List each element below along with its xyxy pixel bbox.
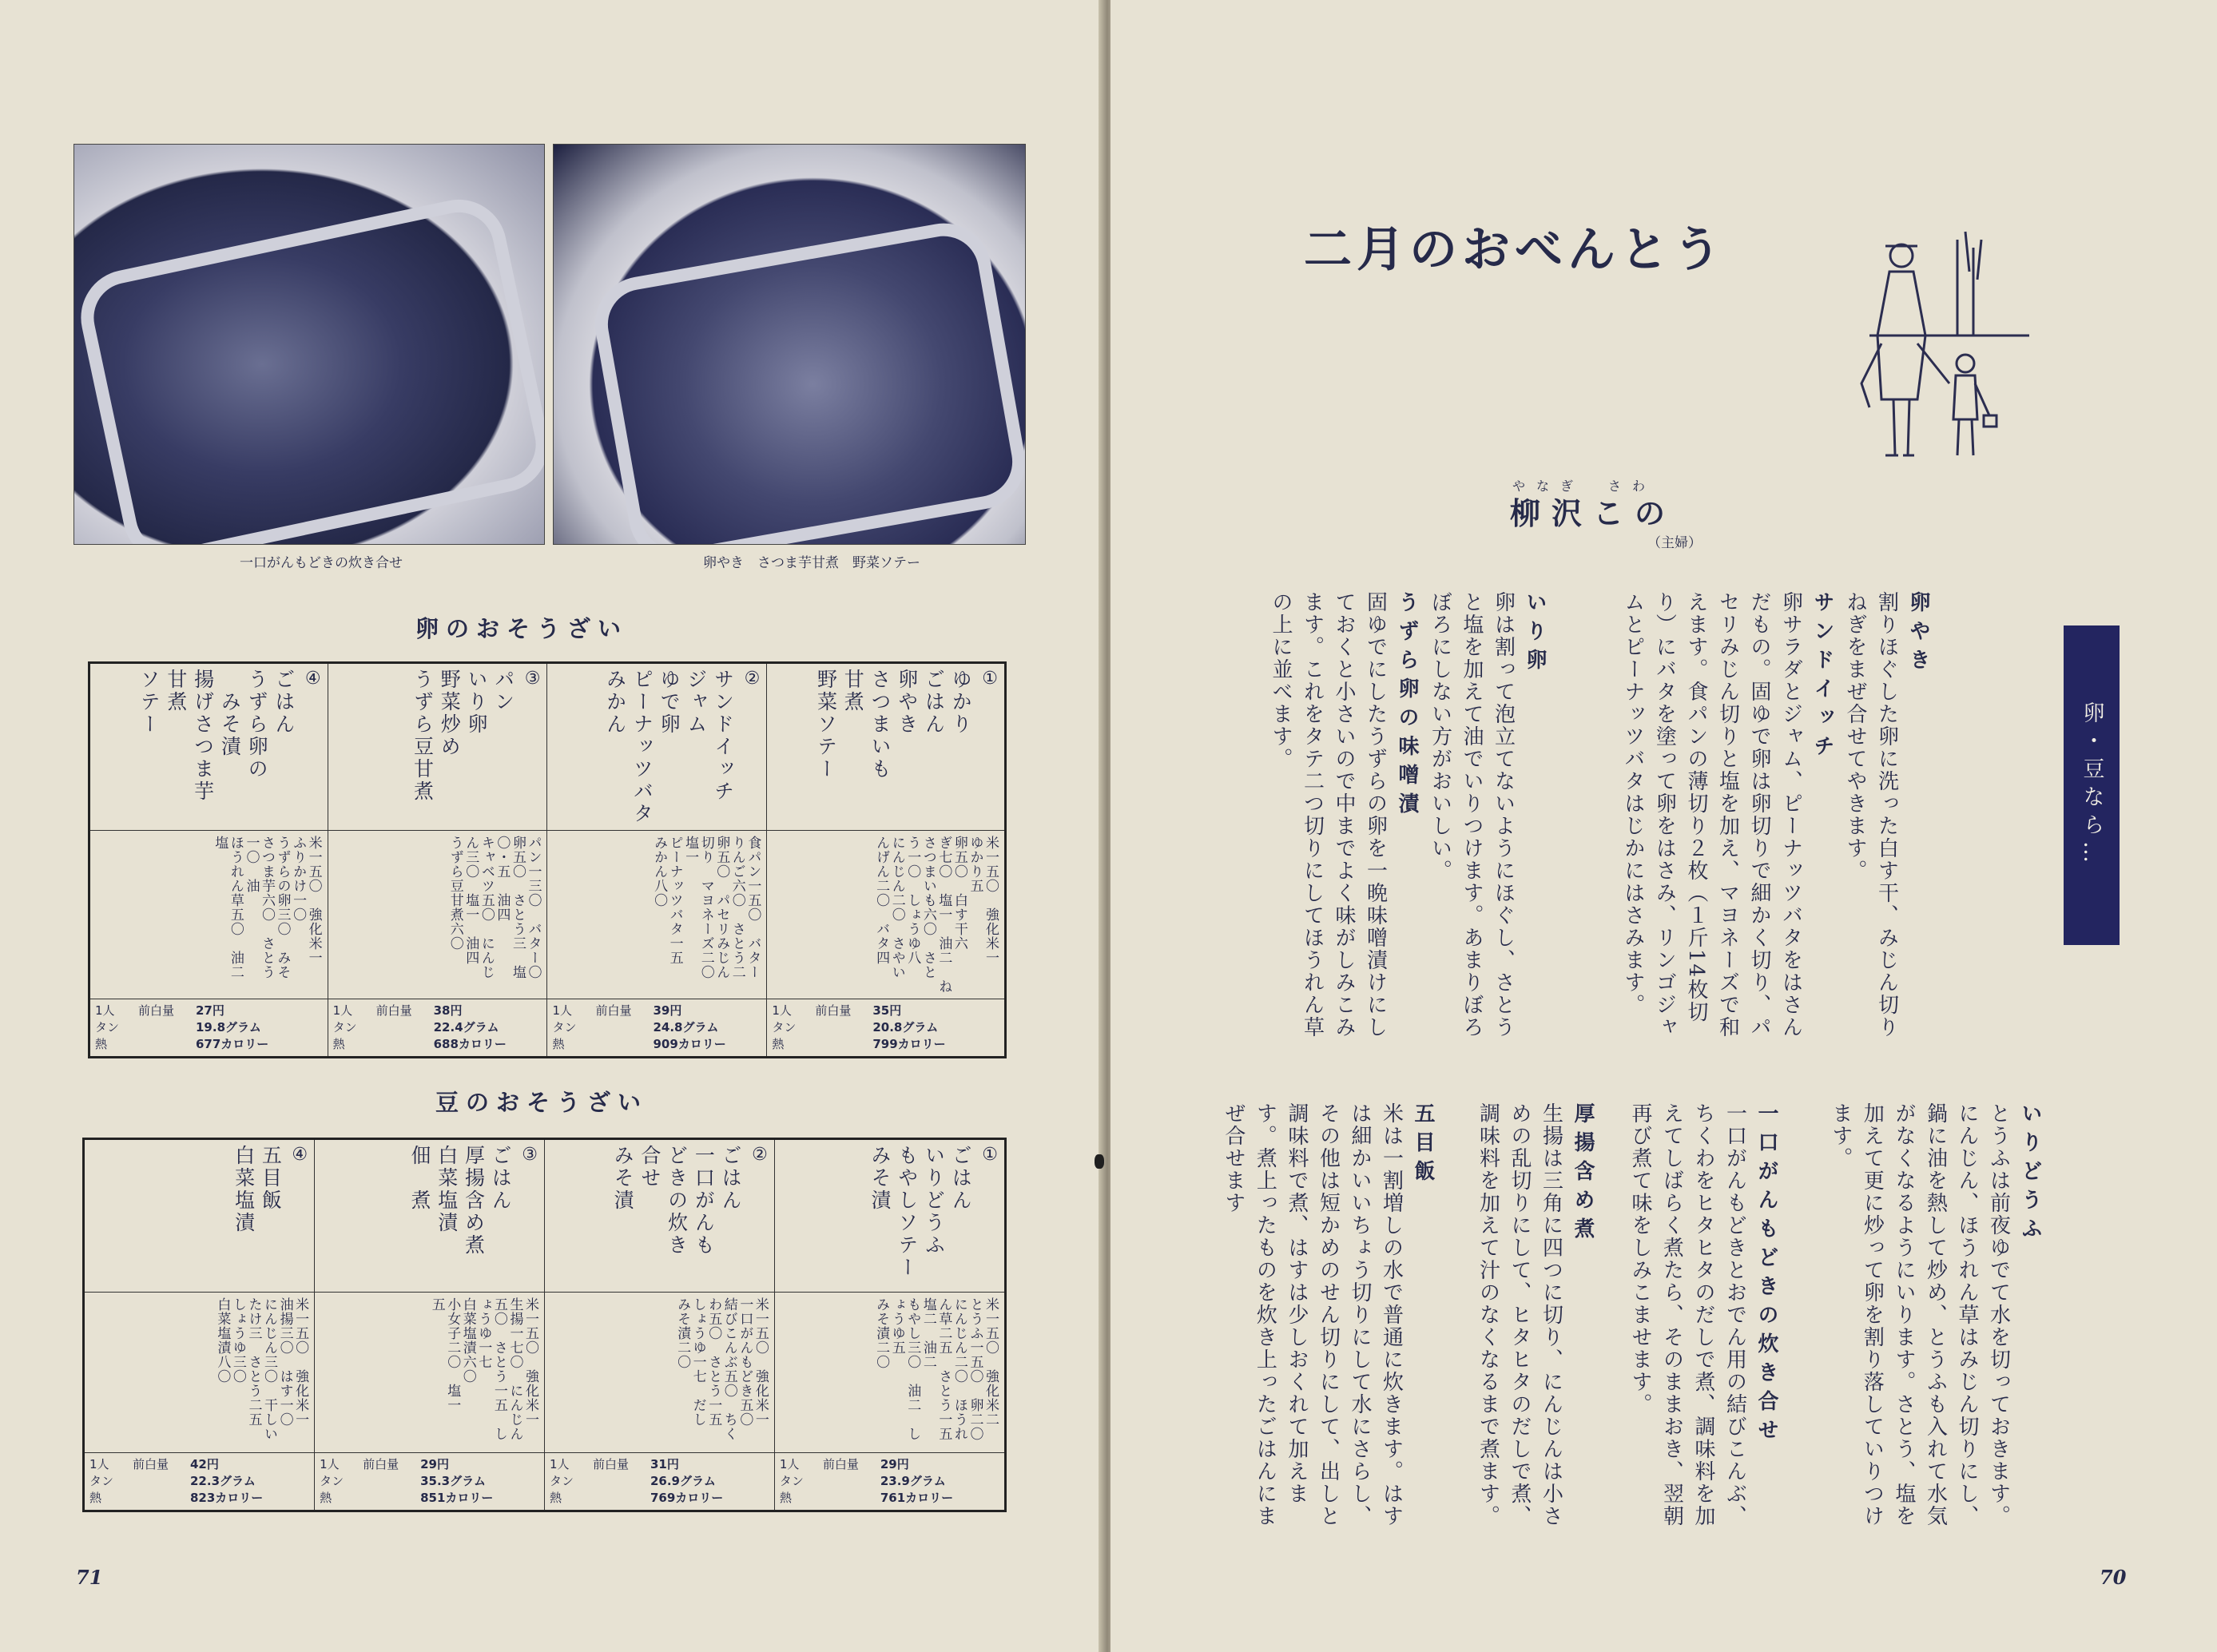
ingredient-list: [873, 1297, 998, 1447]
cost-label: タン: [549, 1474, 574, 1488]
cost-cell: [774, 1453, 1005, 1511]
dish: 佃 煮: [408, 1145, 431, 1212]
ingredient-cell: [774, 1293, 1005, 1453]
section-heading: 一口がんもどきの炊き合せ: [1754, 1102, 1778, 1447]
ingredient: 小女子二〇 塩一: [444, 1297, 461, 1412]
ingredient-list: [873, 836, 998, 994]
cost-value: 27円: [196, 1003, 224, 1018]
cost-label: タン: [552, 1020, 577, 1034]
ingredient-list: [428, 1297, 538, 1447]
parent-child-illustration: [1838, 224, 2045, 479]
ingredient: さつまいも六〇 さと: [920, 836, 936, 979]
ingredient-row: [89, 831, 1006, 999]
ingredient: 食パン一五〇 バター: [745, 836, 761, 979]
protein-value: 26.9グラム: [650, 1474, 716, 1488]
calorie-value: 677カロリー: [196, 1037, 269, 1051]
dish: うずら豆甘煮: [411, 669, 435, 803]
dish: もやしソテー: [895, 1145, 919, 1279]
cost-cell: [544, 1453, 774, 1511]
dish: ごはん: [272, 669, 296, 736]
dish-list: [230, 1145, 284, 1287]
cost-label: 1人: [779, 1457, 800, 1471]
cost-cell: [547, 999, 767, 1058]
cost-label: タン: [772, 1020, 797, 1034]
ingredient: 塩: [212, 836, 228, 850]
dish: 合せ: [638, 1145, 662, 1189]
ingredient: 白菜塩漬六〇: [459, 1297, 476, 1384]
article-title: 二月のおべんとう: [1304, 222, 1726, 278]
cost-value: 38円: [433, 1003, 463, 1018]
cost-label: 1人: [549, 1457, 570, 1471]
ingredient: 一口がんもどき五〇: [737, 1297, 753, 1427]
dish: 卵やき: [895, 669, 919, 736]
ingredient: 卵五〇 パセリみじん: [713, 836, 730, 979]
article-section: [1616, 591, 1838, 1038]
cost-sub-label: 前白量: [133, 1457, 169, 1471]
cost-label: 1人: [552, 1003, 573, 1018]
cost-label: 熱: [549, 1491, 562, 1505]
dish: みそ漬: [611, 1145, 635, 1212]
cost-label: タン: [95, 1020, 120, 1034]
calorie-value: 799カロリー: [872, 1037, 946, 1051]
ingredient: 五: [428, 1297, 445, 1312]
ingredient: う一〇 しょうゆ八: [904, 836, 921, 965]
menu-number: ④: [304, 669, 321, 689]
dish: いり卵: [465, 669, 488, 736]
ingredient: 塩一: [682, 836, 699, 864]
dish: サンドイッチ: [711, 669, 735, 803]
ingredient: うずらの卵三〇 みそ: [274, 836, 291, 979]
ingredient: りんご六〇 さとう二: [729, 836, 745, 979]
menu-cell: [767, 663, 1006, 831]
calorie-value: 851カロリー: [420, 1491, 494, 1505]
ingredient: 米一五〇 強化米二: [983, 1297, 999, 1427]
ingredient: たけ三 さとう二五: [245, 1297, 262, 1427]
ingredient-list: [214, 1297, 308, 1447]
menu-number: ④: [292, 1145, 308, 1165]
section-heading: 厚揚含め煮: [1571, 1102, 1595, 1246]
dish: いりどうふ: [922, 1145, 946, 1257]
dish: 甘煮: [164, 669, 188, 713]
ingredient-cell: [328, 831, 547, 999]
ingredient: 米一五〇 強化米一: [522, 1297, 538, 1427]
cost-cell: [315, 1453, 545, 1511]
section-heading: 五目飯: [1411, 1102, 1435, 1189]
cost-label: タン: [320, 1474, 344, 1488]
menu-number: ①: [982, 1145, 998, 1165]
cost-sub-label: 前白量: [363, 1457, 399, 1471]
dish: パン: [491, 669, 515, 713]
dish: ごはん: [489, 1145, 513, 1212]
ingredient: 切り マヨネーズ二〇: [697, 836, 714, 979]
dish-list: [602, 669, 737, 825]
cost-sub-label: 前白量: [138, 1003, 175, 1018]
ingredient: 卵五〇 さとう三 塩: [509, 836, 526, 979]
dish-row: [84, 1139, 1006, 1293]
ingredient: ピーナッツバタ一五: [666, 836, 683, 965]
ingredient: ん草二五 さとう一五: [936, 1297, 952, 1441]
menu-cell: [315, 1139, 545, 1293]
section-text: 米は一割増しの水で普通に炊きます。はすは細かいいちょう切りにして水にさらし、その他は短かめのせん切りにして、出しと調味料で煮、はすは少しおくれて加えます。煮上ったものを炊き上ったごはんにまぜ合せます: [1221, 1102, 1404, 1527]
article-section: [1838, 591, 1933, 1038]
article-section: [1264, 591, 1422, 1038]
dish: ごはん: [719, 1145, 743, 1212]
bento-photo-2: [553, 144, 1026, 545]
bean-menu-table: [82, 1138, 1007, 1512]
ingredient: ん三〇 塩一 油四: [463, 836, 479, 965]
calorie-value: 769カロリー: [650, 1491, 724, 1505]
ingredient-list: [674, 1297, 768, 1447]
menu-number: ③: [522, 1145, 538, 1165]
cost-sub-label: 前白量: [815, 1003, 852, 1018]
cost-value: 29円: [880, 1457, 909, 1471]
ingredient: しょうゆ一七 だし: [689, 1297, 706, 1427]
dish: 厚揚含め煮: [462, 1145, 486, 1257]
cost-label: 熱: [95, 1037, 108, 1051]
ingredient: みかん八〇: [651, 836, 668, 907]
ingredient: 米一五〇 強化米一: [983, 836, 999, 965]
menu-cell: [547, 663, 767, 831]
egg-menu-table: [88, 661, 1007, 1058]
bean-section-title: 豆のおそうざい: [435, 1089, 649, 1116]
ingredient: 五〇 さとう一五 し: [491, 1297, 507, 1441]
cost-sub-label: 前白量: [375, 1003, 412, 1018]
section-text: 卵は割って泡立てないようにほぐし、さとうと塩を加えて油でいりつけます。あまりぼろぼろにしない方がおいしい。: [1428, 591, 1516, 1038]
article-section: [1424, 591, 1550, 1038]
cost-label: 1人: [772, 1003, 792, 1018]
article-body: [1190, 591, 2045, 1534]
ingredient: わ五〇 さとう一五: [705, 1297, 722, 1427]
cost-label: 1人: [332, 1003, 353, 1018]
cost-cell: [328, 999, 547, 1058]
section-heading: うずら卵の味噌漬: [1395, 591, 1419, 821]
ingredient: うずら豆甘煮六〇: [447, 836, 463, 951]
article-section: [1472, 1102, 1598, 1534]
ingredient: 白菜塩漬八〇: [214, 1297, 231, 1384]
ingredient: ょうゆ五: [888, 1297, 905, 1355]
protein-value: 24.8グラム: [653, 1020, 719, 1034]
page-number-left: 71: [76, 1566, 103, 1589]
ingredient-cell: [544, 1293, 774, 1453]
dish: 甘煮: [841, 669, 865, 713]
dish: 揚げさつま芋: [191, 669, 215, 803]
cost-value: 42円: [190, 1457, 219, 1471]
calorie-value: 823カロリー: [190, 1491, 264, 1505]
photo-caption-1: 一口がんもどきの炊き合せ: [240, 555, 403, 571]
ingredient: 結びこんぶ五〇 ちく: [721, 1297, 737, 1441]
ingredient: 一〇 油: [243, 836, 260, 893]
dish: ソテー: [137, 669, 161, 736]
ingredient-row: [84, 1293, 1006, 1453]
ingredient-cell: [547, 831, 767, 999]
cost-value: 35円: [872, 1003, 902, 1018]
ingredient: んげん二〇 バタ四: [873, 836, 890, 965]
menu-cell: [89, 663, 328, 831]
ingredient: 米一五〇 強化米一: [292, 1297, 309, 1427]
ingredient-list: [212, 836, 321, 994]
author-name: 柳沢この: [1510, 495, 1677, 531]
ingredient: 米一五〇 強化米一: [305, 836, 322, 965]
cost-value: 39円: [653, 1003, 682, 1018]
staple-hole: [1095, 1154, 1104, 1169]
section-text: 固ゆでにしたうずらの卵を一晩味噌漬けにしておくと小さいので中までよく味がしみこみます。これをタテ二つ切りにしてほうれん草の上に並べます。: [1268, 591, 1388, 1038]
protein-value: 22.4グラム: [433, 1020, 499, 1034]
dish: 白菜塩漬: [435, 1145, 459, 1234]
menu-number: ②: [744, 669, 761, 689]
dish: ジャム: [684, 669, 708, 736]
ingredient: 油揚三〇 はす一〇: [276, 1297, 293, 1427]
protein-value: 23.9グラム: [880, 1474, 946, 1488]
ingredient: ほうれん草五〇 油二: [227, 836, 244, 979]
dish-list: [813, 669, 975, 825]
dish: うずら卵の: [245, 669, 269, 780]
ingredient: ょうゆ一七: [475, 1297, 492, 1369]
cost-label: 熱: [779, 1491, 792, 1505]
dish: みかん: [603, 669, 627, 736]
dish: 野菜炒め: [438, 669, 462, 758]
calorie-value: 688カロリー: [433, 1037, 507, 1051]
dish-list: [135, 669, 297, 825]
article-section: [1824, 1102, 2045, 1534]
dish-list: [406, 1145, 514, 1287]
ingredient: ふりかけ一〇: [290, 836, 307, 922]
cost-row: [89, 999, 1006, 1058]
ingredient: 〇・五 油四: [494, 836, 511, 922]
cost-sub-label: 前白量: [592, 1457, 629, 1471]
menu-cell: [84, 1139, 315, 1293]
dish: 五目飯: [259, 1145, 283, 1212]
cost-label: 熱: [332, 1037, 345, 1051]
category-label: 卵・豆なら…: [2079, 701, 2104, 869]
egg-section-title: 卵のおそうざい: [415, 615, 629, 642]
ingredient: 生揚一七〇 にんじん: [507, 1297, 523, 1441]
menu-number: ③: [524, 669, 541, 689]
section-heading: いり卵: [1523, 591, 1547, 677]
page-number-right: 70: [2100, 1566, 2127, 1589]
dish: ピーナッツバタ: [630, 669, 654, 825]
cost-label: 熱: [772, 1037, 785, 1051]
cost-sub-label: 前白量: [595, 1003, 632, 1018]
cost-label: 熱: [320, 1491, 332, 1505]
ingredient: ぎ七〇 塩一 油二 ね: [936, 836, 952, 994]
dish: ごはん: [922, 669, 946, 736]
menu-cell: [544, 1139, 774, 1293]
cost-label: タン: [779, 1474, 804, 1488]
dish: みそ漬: [218, 669, 242, 758]
protein-value: 20.8グラム: [872, 1020, 939, 1034]
dish-list: [866, 1145, 974, 1287]
author-ruby: やなぎ さわ: [1512, 479, 1657, 494]
protein-value: 22.3グラム: [190, 1474, 256, 1488]
cost-label: 1人: [95, 1003, 115, 1018]
photo-caption-2: 卵やき さつま芋甘煮 野菜ソテー: [703, 555, 920, 571]
cost-sub-label: 前白量: [822, 1457, 859, 1471]
ingredient: 米一五〇 強化米一: [752, 1297, 769, 1427]
ingredient-cell: [315, 1293, 545, 1453]
dish-row: [89, 663, 1006, 831]
section-text: 卵サラダとジャム、ピーナッツバタをはさんだもの。固ゆで卵は卵切りで細かく切り、パセリみじん切りと塩を加え、マヨネーズで和えます。食パンの薄切り２枚（１斤14枚切り）にバタを塗って卵をはさみ、リンゴジャムとピーナッツバタはじかにはさみます。: [1620, 591, 1803, 1038]
cost-cell: [89, 999, 328, 1058]
dish: どきの炊き: [665, 1145, 689, 1257]
ingredient: にんじん二〇 さやい: [888, 836, 905, 979]
ingredient: キャベツ五〇 にんじ: [478, 836, 495, 979]
cost-label: 1人: [89, 1457, 109, 1471]
article-section: [1623, 1102, 1782, 1534]
ingredient: 卵五〇 白す干六: [951, 836, 967, 951]
cost-label: 熱: [552, 1037, 565, 1051]
category-tag: [2064, 625, 2120, 945]
dish: 一口がんも: [692, 1145, 716, 1257]
cost-value: 29円: [420, 1457, 449, 1471]
dish: ごはん: [949, 1145, 973, 1212]
cost-cell: [84, 1453, 315, 1511]
menu-number: ②: [752, 1145, 768, 1165]
cost-label: 熱: [89, 1491, 102, 1505]
ingredient-list: [651, 836, 761, 994]
cost-value: 31円: [650, 1457, 679, 1471]
dish: ゆかり: [949, 669, 973, 736]
calorie-value: 761カロリー: [880, 1491, 954, 1505]
protein-value: 35.3グラム: [420, 1474, 486, 1488]
cost-cell: [767, 999, 1006, 1058]
menu-cell: [774, 1139, 1005, 1293]
left-page: [0, 0, 1103, 1652]
ingredient: にんじん三〇 干しい: [261, 1297, 278, 1441]
section-text: 一口がんもどきとおでん用の結びこんぶ、ちくわをヒタヒタのだしで煮、調味料を加えてしばらく煮たら、そのままおき、翌朝再び煮て味をしみこませます。: [1627, 1102, 1747, 1527]
article-section: [1217, 1102, 1438, 1534]
ingredient: にんじん二〇 ほうれ: [951, 1297, 967, 1441]
ingredient: ゆかり五: [967, 836, 983, 893]
bento-photo-1: [74, 144, 545, 545]
section-heading: サンドイッチ: [1810, 591, 1834, 764]
dish-list: [609, 1145, 744, 1287]
dish: 野菜ソテー: [814, 669, 838, 780]
section-text: 割りほぐした卵に洗った白す干、みじん切りねぎをまぜ合せてやきます。: [1842, 591, 1899, 1038]
calorie-value: 909カロリー: [653, 1037, 726, 1051]
section-text: とうふは前夜ゆでて水を切っておきます。にんじん、ほうれん草はみじん切りにし、鍋に油を熱して炒め、とうふも入れて水気がなくなるようにいります。さとう、塩を加えて更に炒って卵を割り落していりつけます。: [1828, 1102, 2011, 1527]
cost-row: [84, 1453, 1006, 1511]
dish: ゆで卵: [658, 669, 681, 736]
ingredient: 塩二 油二: [920, 1297, 936, 1369]
cost-label: タン: [89, 1474, 114, 1488]
protein-value: 19.8グラム: [196, 1020, 261, 1034]
ingredient: しょうゆ三〇: [229, 1297, 246, 1384]
menu-cell: [328, 663, 547, 831]
ingredient-list: [447, 836, 540, 994]
ingredient: さつま芋六〇 さとう: [258, 836, 275, 979]
author-role: （主婦）: [1647, 535, 1702, 551]
dish: さつまいも: [868, 669, 892, 780]
ingredient: もやし三〇 油二 し: [904, 1297, 921, 1441]
ingredient: みそ漬二〇: [674, 1297, 691, 1369]
cost-label: 1人: [320, 1457, 340, 1471]
ingredient-cell: [767, 831, 1006, 999]
dish: みそ漬: [868, 1145, 892, 1212]
section-text: 生揚は三角に四つに切り、にんじんは小さめの乱切りにして、ヒタヒタのだしで煮、調味料を加えて汁のなくなるまで煮ます。: [1476, 1102, 1563, 1527]
ingredient-cell: [89, 831, 328, 999]
ingredient: みそ漬二〇: [873, 1297, 890, 1369]
section-heading: いりどうふ: [2018, 1102, 2042, 1246]
dish: 白菜塩漬: [232, 1145, 256, 1234]
ingredient: とうふ一五〇 卵二〇: [967, 1297, 983, 1441]
dish-list: [409, 669, 517, 825]
cost-label: タン: [332, 1020, 357, 1034]
section-heading: 卵やき: [1906, 591, 1930, 677]
menu-number: ①: [982, 669, 998, 689]
ingredient-cell: [84, 1293, 315, 1453]
ingredient: パン一三〇 バター〇: [525, 836, 542, 979]
